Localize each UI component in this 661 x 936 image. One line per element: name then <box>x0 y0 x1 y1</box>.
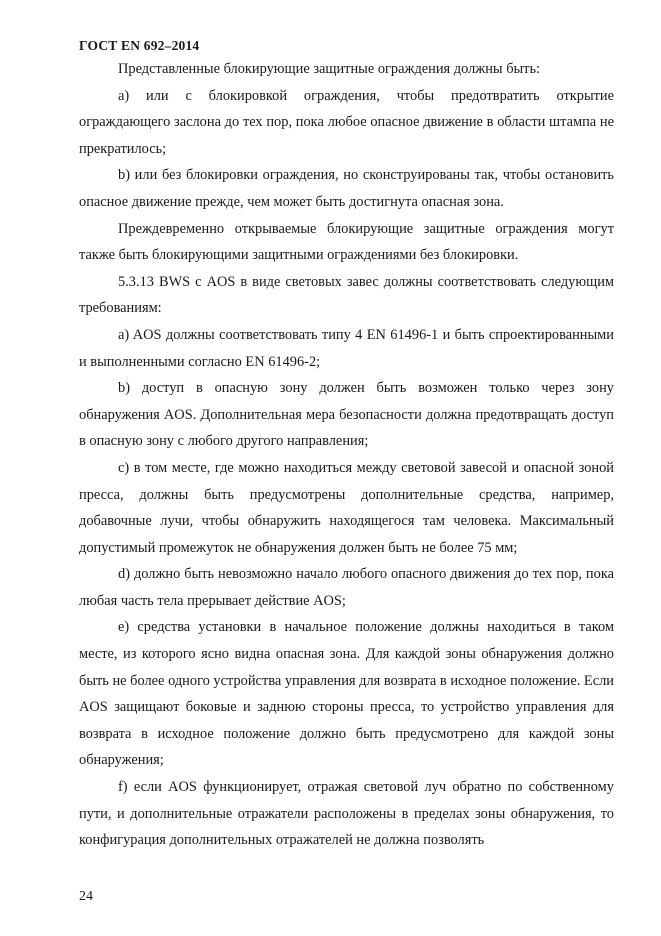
page-number: 24 <box>79 889 93 904</box>
paragraph-req-f: f) если AOS функционирует, отражая световой луч обратно по собственному пути, и дополнительные отражатели расположены в пределах зоны обнаружения, то конфигурация дополнительных отражателей не должна позволять <box>79 779 614 849</box>
paragraph-item-a: a) или с блокировкой ограждения, чтобы предотвратить открытие ограждающего заслона до тех пор, пока любое опасное движение в области штампа не прекратилось; <box>79 87 614 157</box>
paragraph-req-d: d) должно быть невозможно начало любого опасного движения до тех пор, пока любая часть тела прерывает действие AOS; <box>79 566 614 609</box>
paragraph-item-b: b) или без блокировки ограждения, но сконструированы так, чтобы остановить опасное движение прежде, чем может быть достигнута опасная зона. <box>79 167 614 210</box>
document-body <box>79 56 614 854</box>
document-header: ГОСТ EN 692–2014 <box>79 38 200 53</box>
paragraph-clause-5-3-13: 5.3.13 BWS с AOS в виде световых завес должны соответствовать следующим требованиям: <box>79 273 614 317</box>
paragraph-intro: Представленные блокирующие защитные ограждения должны быть: <box>118 61 541 77</box>
paragraph-req-b: b) доступ в опасную зону должен быть возможен только через зону обнаружения AOS. Дополнительная мера безопасности должна предотвращать доступ в опасную зону с любого другого направления; <box>79 380 614 450</box>
paragraph-req-a: a) AOS должны соответствовать типу 4 EN 61496-1 и быть спроектированными и выполненными согласно EN 61496-2; <box>79 326 614 370</box>
paragraph-req-c: c) в том месте, где можно находиться между световой завесой и опасной зоной пресса, должны быть предусмотрены дополнительные средства, например, добавочные лучи, чтобы обнаружить находящегося там человека. Максимальный допустимый промежуток не обнаружения должен быть не более 75 мм; <box>79 459 614 556</box>
paragraph-req-e: e) средства установки в начальное положение должны находиться в таком месте, из которого ясно видна опасная зона. Для каждой зоны обнаружения должно быть не более одного устройства управления для возврата в исходное положение. Если AOS защищают боковые и заднюю стороны пресса, то устройство управления для возврата в исходное положение должно быть предусмотрено для каждой зоны обнаружения; <box>79 619 614 769</box>
paragraph-premature-guards: Преждевременно открываемые блокирующие защитные ограждения могут также быть блокирующими защитными ограждениями без блокировки. <box>79 220 614 264</box>
